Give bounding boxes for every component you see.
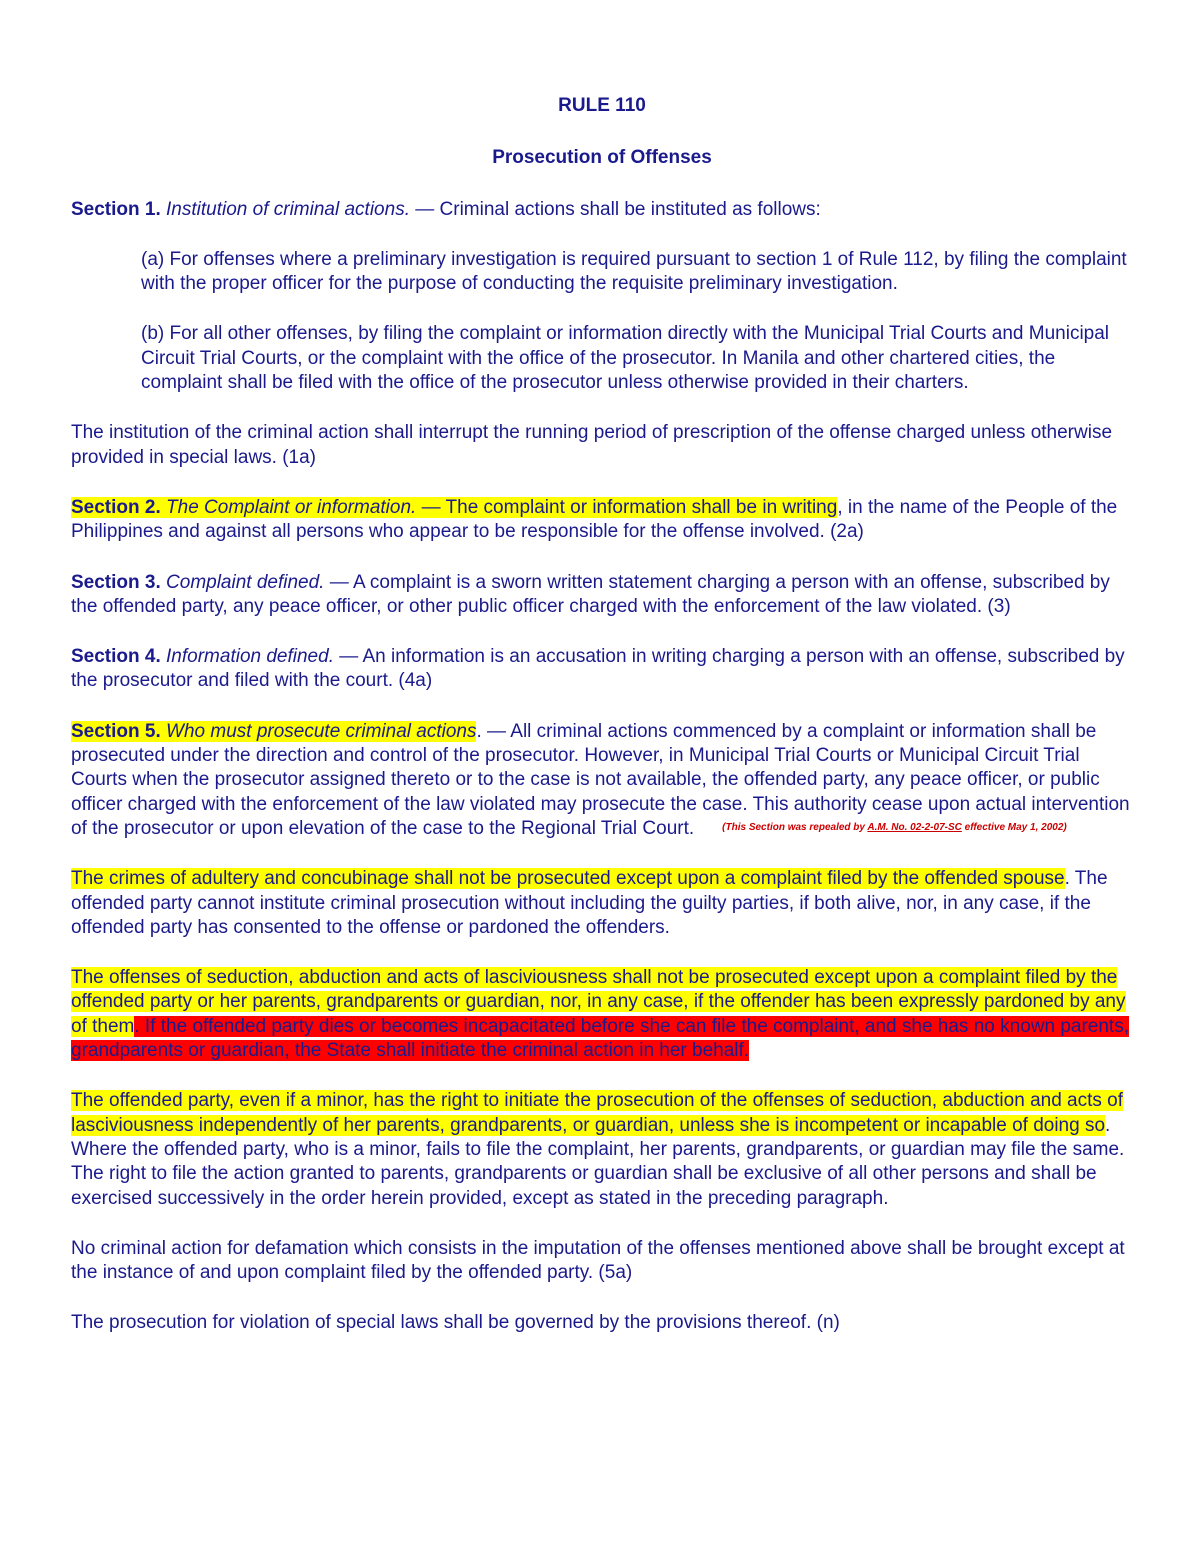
section-3 xyxy=(71,571,1133,620)
section-5-p1-text: . The offended party cannot institute criminal prosecution without including the guilty parties, if both alive, nor, in any case, if the offended party has consented to the offense or pardoned the offenders. xyxy=(71,868,1108,938)
section-1-label: Section 1. xyxy=(71,198,161,220)
section-5-p3-text: . Where the offended party, who is a minor, fails to file the complaint, her parents, grandparents, or guardian may file the same. The right to file the action granted to parents, grandparents or guardian shall be exclusive of all other persons and shall be exercised successively in the order herein provided, except as stated in the preceding paragraph. xyxy=(71,1114,1125,1209)
section-5-paragraph-3 xyxy=(71,1089,1133,1210)
section-1-heading: Institution of criminal actions. xyxy=(166,198,410,220)
section-1-text: — Criminal actions shall be instituted as follows: xyxy=(409,198,821,220)
section-1-item-a: (a) For offenses where a preliminary investigation is required pursuant to section 1 of Rule 112, by filing the complaint with the proper officer for the purpose of conducting the requisite preliminary investigation. xyxy=(141,248,1127,295)
section-3-heading: Complaint defined. xyxy=(166,571,325,593)
rule-title: RULE 110 xyxy=(558,95,646,116)
section-5-paragraph-4: No criminal action for defamation which consists in the imputation of the offenses mentioned above shall be brought except at the instance of and upon complaint filed by the offended party. (5a) xyxy=(71,1237,1125,1284)
section-4-text: — An information is an accusation in writing charging a person with an offense, subscribed by the prosecutor and filed with the court. (4a) xyxy=(71,646,1125,692)
section-2-highlight xyxy=(71,497,837,518)
section-3-label: Section 3. xyxy=(71,571,161,593)
section-5-label: Section 5. xyxy=(71,720,161,742)
document-page xyxy=(71,94,1133,1336)
section-4-label: Section 4. xyxy=(71,646,161,668)
section-2 xyxy=(71,496,1133,545)
section-2-heading: The Complaint or information. xyxy=(166,496,417,518)
section-4 xyxy=(71,645,1133,694)
section-2-label: Section 2. xyxy=(71,496,161,518)
section-3-text: — A complaint is a sworn written statement charging a person with an offense, subscribed by the offended party, any peace officer, or other public officer charged with the enforcement of the law violated. (3) xyxy=(71,571,1110,617)
section-5-p2-highlight: The offenses of seduction, abduction and acts of lasciviousness shall not be prosecuted except upon a complaint filed by the offended party or her parents, grandparents or guardian, nor, in any case, if the offender has been expressly pardoned by any of them xyxy=(71,967,1126,1037)
section-2-text: , in the name of the People of the Philippines and against all persons who appear to be responsible for the offense involved. (2a) xyxy=(71,496,1118,543)
section-5-p2-red-highlight: . If the offended party dies or becomes incapacitated before she can file the complaint, and she has no known parents, grandparents or guardian, the State shall initiate the criminal action in her behalf. xyxy=(71,1015,1129,1062)
section-5-paragraph-1 xyxy=(71,867,1133,940)
section-5-paragraph-5: The prosecution for violation of special laws shall be governed by the provisions thereof. (n) xyxy=(71,1312,840,1334)
section-5-paragraph-2 xyxy=(71,966,1133,1063)
section-5-highlight xyxy=(71,721,476,742)
section-5-p1-highlight: The crimes of adultery and concubinage shall not be prosecuted except upon a complaint filed by the offended spouse xyxy=(71,868,1065,890)
repeal-note-suffix: effective May 1, 2002) xyxy=(961,821,1067,833)
repeal-note-prefix: (This Section was repealed by xyxy=(722,821,868,833)
section-2-highlight-text: — The complaint or information shall be in writing xyxy=(416,496,838,518)
section-1 xyxy=(71,198,1133,222)
section-4-heading: Information defined. xyxy=(166,646,334,668)
section-1-item-b: (b) For all other offenses, by filing the complaint or information directly with the Municipal Trial Courts and Municipal Circuit Trial Courts, or the complaint with the office of the prosecutor. In Manila and other chartered cities, the complaint shall be filed with the office of the prosecutor unless otherwise provided in their charters. xyxy=(141,323,1110,394)
repeal-note xyxy=(722,822,1067,833)
repeal-note-link[interactable]: A.M. No. 02-2-07-SC xyxy=(867,821,962,833)
rule-subtitle: Prosecution of Offenses xyxy=(492,147,712,169)
section-5-p3-highlight: The offended party, even if a minor, has the right to initiate the prosecution of the offenses of seduction, abduction and acts of lasciviousness independently of her parents, grandparents, or guardian, unless she is incompetent or incapable of doing so xyxy=(71,1090,1124,1136)
section-1-paragraph: The institution of the criminal action shall interrupt the running period of prescription of the offense charged unless otherwise provided in special laws. (1a) xyxy=(71,422,1113,468)
section-5-text: . — All criminal actions commenced by a complaint or information shall be prosecuted under the direction and control of the prosecutor. However, in Municipal Trial Courts or Municipal Circuit Trial Courts when the prosecutor assigned thereto or to the case is not available, the offended party, any peace officer, or public officer charged with the enforcement of the law violated may prosecute the case. This authority cease upon actual intervention of the prosecutor or upon elevation of the case to the Regional Trial Court. xyxy=(71,720,1130,839)
section-5 xyxy=(71,720,1133,841)
section-5-heading: Who must prosecute criminal actions xyxy=(166,720,477,742)
